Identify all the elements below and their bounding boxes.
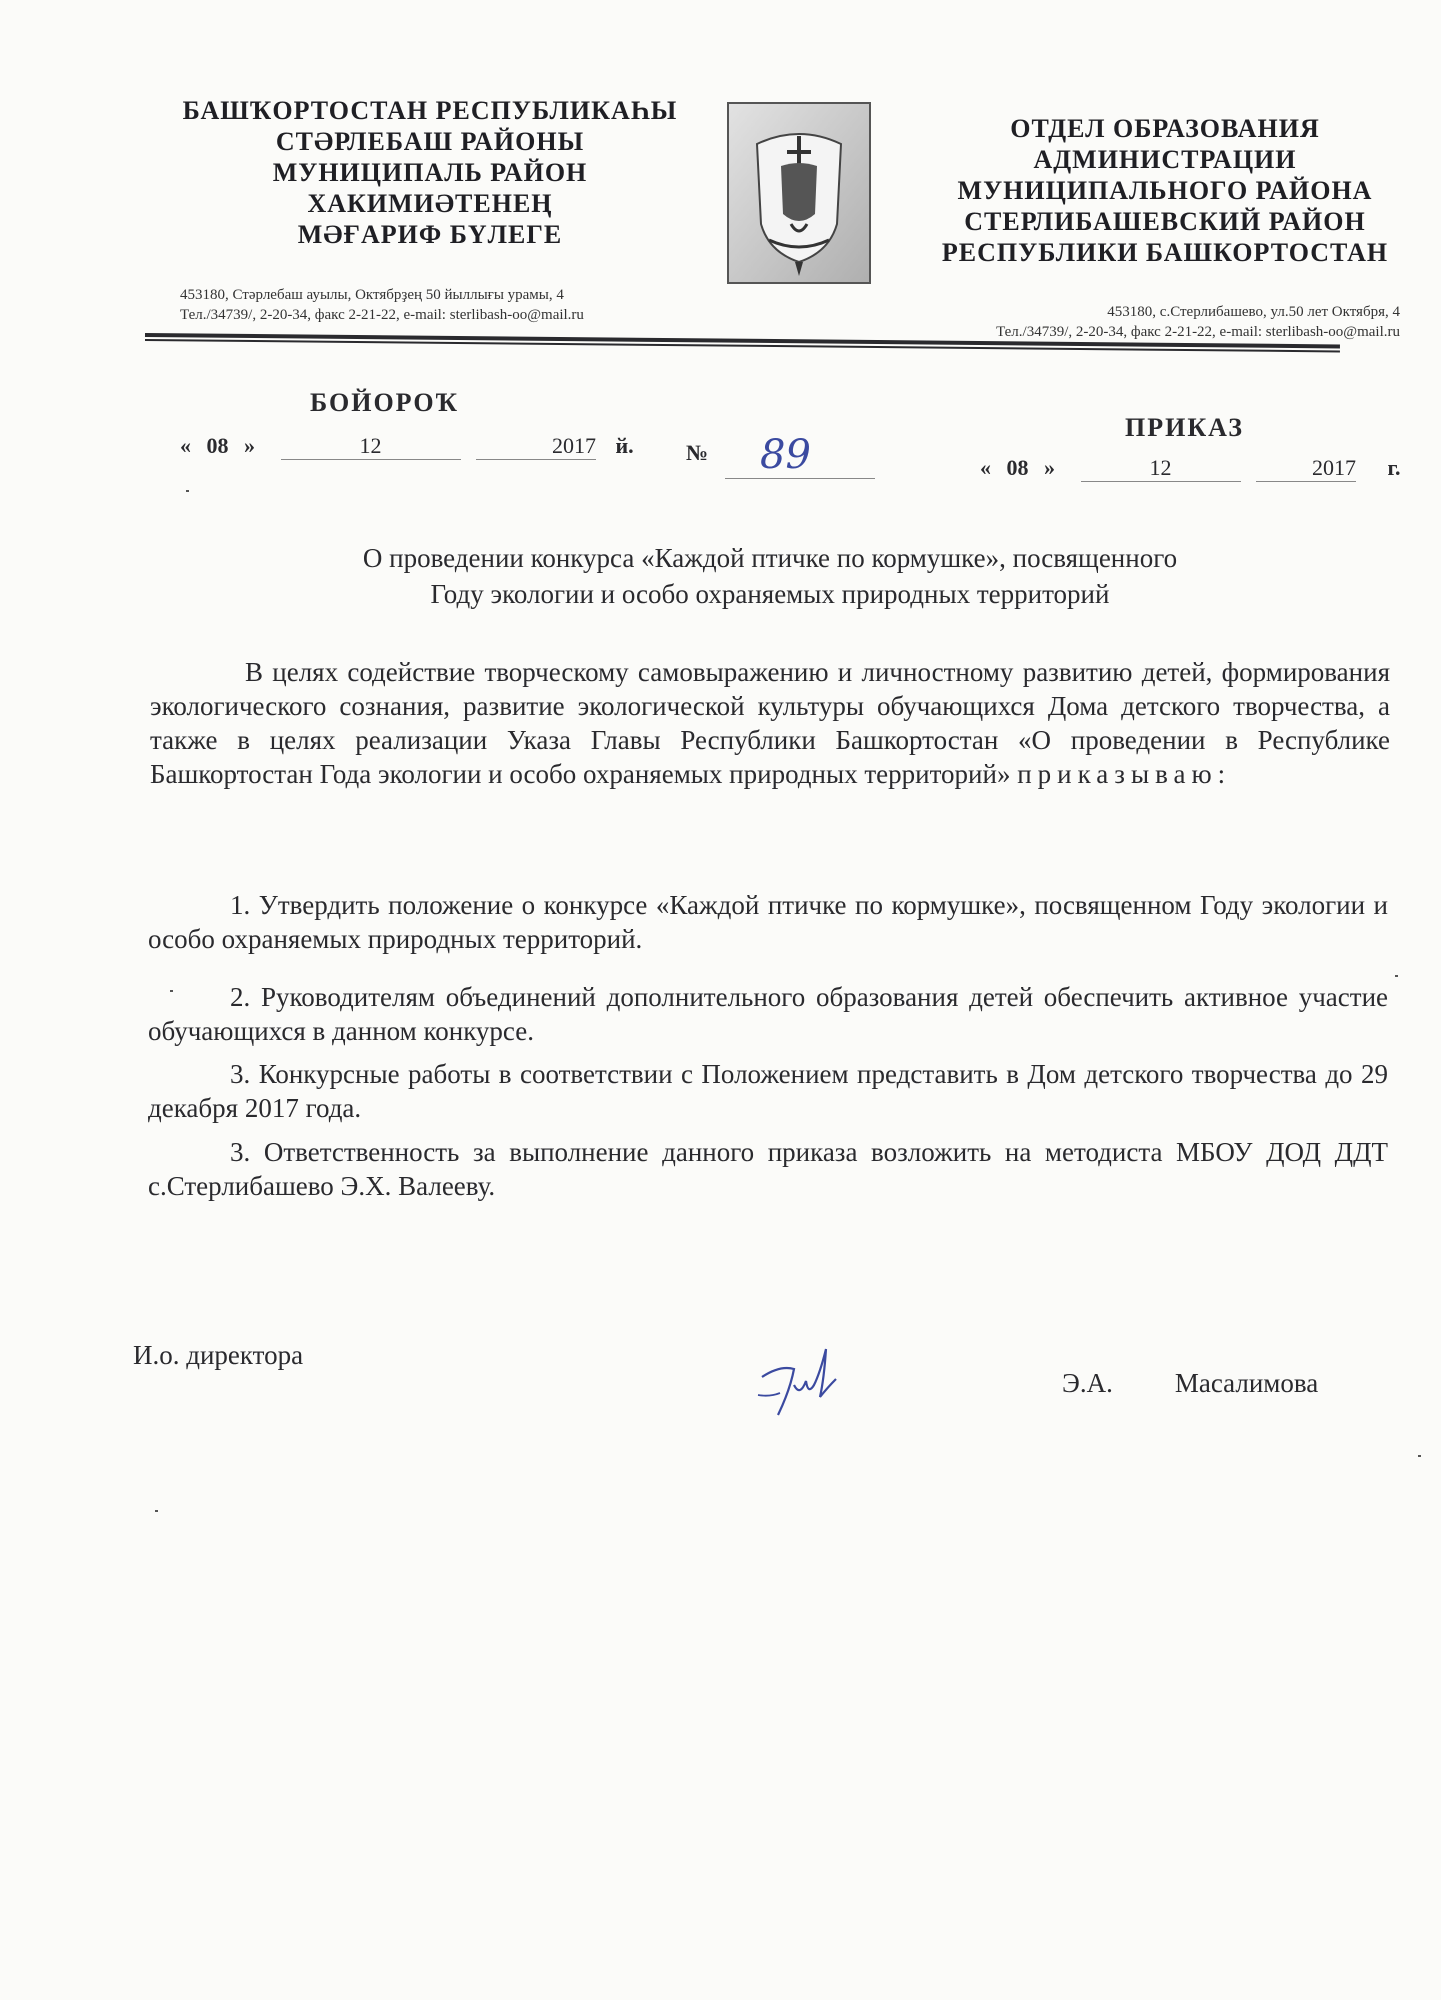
address-left: [180, 285, 584, 325]
date-month: 12: [1081, 455, 1241, 482]
order-item-4: 3. Ответственность за выполнение данного приказа возложить на методиста МБОУ ДОД ДДТ с.Стерлибашево Э.Х. Валееву.: [148, 1137, 1388, 1201]
signatory-position: И.о. директора: [133, 1340, 304, 1370]
scan-speck: [1395, 975, 1398, 977]
scan-speck: [1418, 1455, 1421, 1457]
order-word: приказываю:: [1017, 759, 1232, 789]
date-quote-close: »: [1044, 455, 1055, 480]
scan-speck: [186, 490, 189, 492]
header-right-line: РЕСПУБЛИКИ БАШКОРТОСТАН: [941, 238, 1389, 267]
address-left-line: 453180, Стәрлебаш ауылы, Октябрҙең 50 йыллығы урамы, 4: [180, 287, 564, 303]
header-left-line: МӘҒАРИФ БҮЛЕГЕ: [297, 220, 563, 249]
date-quote-close: »: [244, 433, 255, 458]
coat-of-arms-icon: [729, 104, 869, 282]
date-day: 08: [1006, 455, 1029, 480]
order-number-line: [725, 478, 875, 479]
address-right: [880, 302, 1400, 342]
scan-speck: [155, 1510, 158, 1512]
body-paragraph-text: В целях содействие творческому самовыражению и личностному развитию детей, формирования экологического сознания, развитие экологической культуры обучающихся Дома детского творчества, а также в целях реализации Указа Главы Республики Башкортостан «О проведении в Республике Башкортостан Года экологии и особо охраняемых природных территорий»: [150, 657, 1390, 789]
header-left-line: МУНИЦИПАЛЬ РАЙОН: [272, 158, 588, 187]
date-year: 2017: [1256, 455, 1356, 482]
date-day: 08: [206, 433, 229, 458]
order-item-3: 3. Конкурсные работы в соответствии с Положением представить в Дом детского творчества до 29 декабря 2017 года.: [148, 1059, 1388, 1123]
date-quote-open: «: [180, 433, 191, 458]
header-left-line: ХАКИМИӘТЕНЕҢ: [307, 189, 553, 218]
body-paragraph: [150, 655, 1390, 791]
date-suffix: й.: [615, 433, 634, 458]
header-right-russian: [905, 113, 1425, 268]
date-suffix: г.: [1387, 455, 1401, 480]
header-left-line: СТӘРЛЕБАШ РАЙОНЫ: [275, 127, 585, 156]
handwritten-signature: [750, 1335, 870, 1430]
address-right-line: Тел./34739/, 2-20-34, факс 2-21-22, e-mail: sterlibash-oo@mail.ru: [996, 324, 1400, 340]
signatory-initials: Э.А.: [1062, 1368, 1113, 1398]
order-heading-bashkir: БОЙОРОҠ: [310, 388, 460, 417]
document-title: [230, 540, 1310, 612]
order-item-1: 1. Утвердить положение о конкурсе «Каждой птичке по кормушке», посвященном Году экологии и особо охраняемых природных территорий.: [148, 890, 1388, 954]
title-line: О проведении конкурса «Каждой птичке по кормушке», посвященного: [362, 543, 1178, 573]
scan-speck: [170, 990, 173, 992]
order-number-label: №: [686, 440, 709, 465]
signatory-surname: Масалимова: [1174, 1368, 1319, 1398]
title-line: Году экологии и особо охраняемых природных территорий: [430, 579, 1110, 609]
header-right-line: СТЕРЛИБАШЕВСКИЙ РАЙОН: [964, 207, 1366, 236]
header-right-line: МУНИЦИПАЛЬНОГО РАЙОНА: [957, 176, 1373, 205]
signatory-name: [1062, 1368, 1318, 1399]
signature-icon: [750, 1335, 870, 1425]
address-right-line: 453180, с.Стерлибашево, ул.50 лет Октября, 4: [1107, 304, 1400, 320]
date-month: 12: [281, 433, 461, 460]
order-date-russian: [980, 455, 1401, 482]
header-right-line: АДМИНИСТРАЦИИ: [1033, 145, 1297, 174]
date-quote-open: «: [980, 455, 991, 480]
order-item-2: 2. Руководителям объединений дополнительного образования детей обеспечить активное участие обучающихся в данном конкурсе.: [148, 982, 1388, 1046]
header-left-line: БАШҠОРТОСТАН РЕСПУБЛИКАҺЫ: [182, 96, 678, 125]
date-year: 2017: [476, 433, 596, 460]
coat-of-arms-emblem: [727, 102, 871, 284]
header-right-line: ОТДЕЛ ОБРАЗОВАНИЯ: [1010, 114, 1320, 143]
order-number-handwritten: 89: [760, 432, 811, 478]
header-left-bashkir: [165, 95, 695, 250]
address-left-line: Тел./34739/, 2-20-34, факс 2-21-22, e-mail: sterlibash-oo@mail.ru: [180, 307, 584, 323]
order-heading-russian: ПРИКАЗ: [1125, 413, 1245, 442]
order-date-bashkir: [180, 433, 634, 460]
